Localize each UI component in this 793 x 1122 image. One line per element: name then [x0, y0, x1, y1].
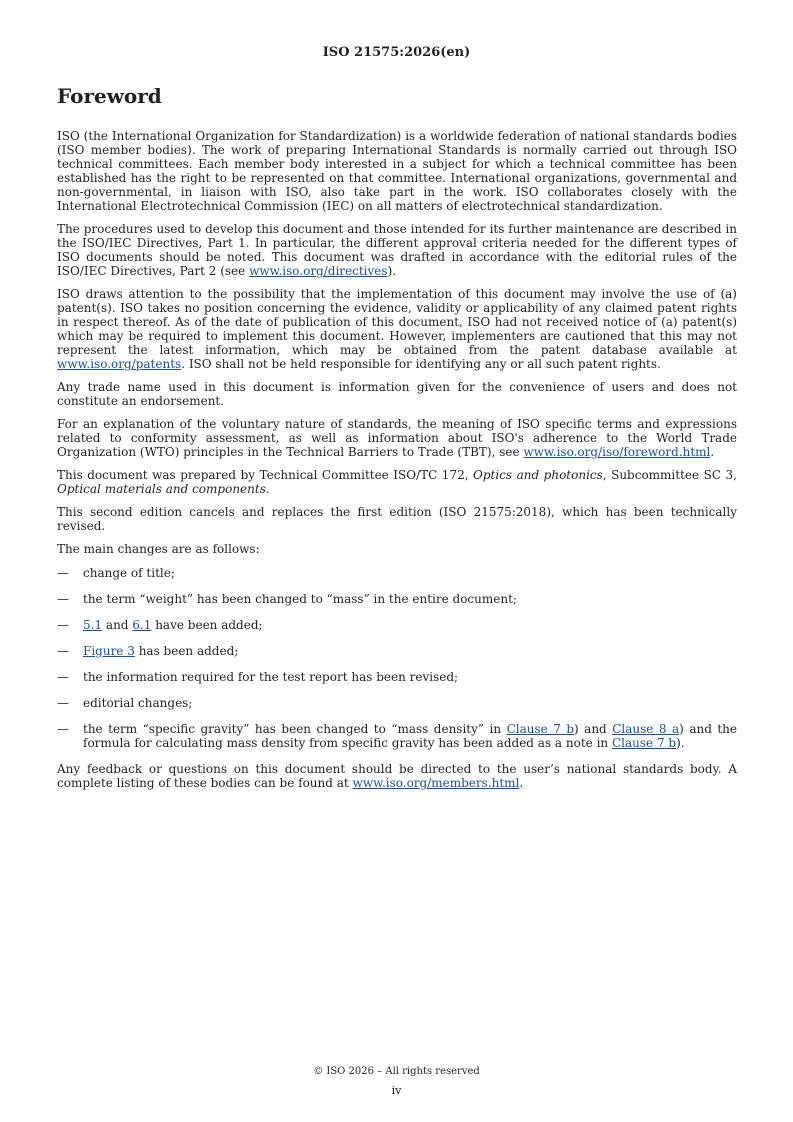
link-clause-7b-note[interactable]: Clause 7 b: [611, 736, 677, 750]
dash-bullet: —: [57, 696, 69, 710]
list-item: [57, 566, 737, 580]
link-clause-7b[interactable]: Clause 7 b: [506, 722, 575, 736]
list-item: [57, 592, 737, 606]
list-item: [57, 722, 737, 750]
dash-bullet: —: [57, 566, 69, 580]
change-text: ) and: [574, 722, 613, 736]
list-item: [57, 644, 737, 658]
change-text: the term “specific gravity” has been changed to “mass density” in: [83, 722, 507, 736]
changes-intro: The main changes are as follows:: [57, 542, 260, 556]
paragraph-text: Any feedback or questions on this document should be directed to the user’s national standards body. A complete listing of these bodies can be found at: [57, 762, 737, 790]
dash-bullet: —: [57, 670, 69, 684]
link-figure-3[interactable]: Figure 3: [83, 644, 135, 658]
paragraph-feedback: [57, 762, 737, 790]
change-text: ) and the formula for calculating mass density from specific gravity has been added as a note in: [83, 722, 738, 750]
paragraph-procedures: [57, 222, 737, 278]
paragraph-trade-name: Any trade name used in this document is information given for the convenience of users and does not constitute an endorsement.: [57, 380, 737, 408]
paragraph-committee: [57, 468, 737, 496]
page-number: iv: [391, 1084, 402, 1097]
paragraph-tail: .: [710, 445, 715, 459]
paragraph-text-mid: , Subcommittee SC 3,: [602, 468, 737, 482]
dash-bullet: —: [57, 618, 69, 632]
change-text: editorial changes;: [83, 696, 193, 710]
subcommittee-title: Optical materials and components: [57, 482, 266, 496]
change-text: ).: [676, 736, 685, 750]
link-directives[interactable]: www.iso.org/directives: [249, 264, 388, 278]
paragraph-text: For an explanation of the voluntary nature of standards, the meaning of ISO specific terms and expressions related to conformity assessment, as well as information about ISO's adherence to the World Trade Organization (WTO) principles in the Technical Barriers to Trade (TBT), see: [57, 417, 737, 459]
list-item: [57, 670, 737, 684]
foreword-body: [57, 129, 737, 799]
dash-bullet: —: [57, 722, 69, 736]
paragraph-iso-intro: ISO (the International Organization for Standardization) is a worldwide federation of national standards bodies (ISO member bodies). The work of preparing International Standards is normally carried out through ISO technical committees. Each member body interested in a subject for which a technical committee has been established has the right to be represented on that committee. International organizations, governmental and non-governmental, in liaison with ISO, also take part in the work. ISO collaborates closely with the International Electrotechnical Commission (IEC) on all matters of electrotechnical standardization.: [57, 129, 737, 213]
change-text: has been added;: [134, 644, 239, 658]
footer-copyright: © ISO 2026 – All rights reserved: [313, 1066, 480, 1077]
changes-list: [57, 566, 737, 750]
paragraph-tail: .: [519, 776, 524, 790]
paragraph-tail: .: [265, 482, 270, 496]
paragraph-tail: ).: [387, 264, 397, 278]
paragraph-text: ISO draws attention to the possibility that the implementation of this document may involve the use of (a) patent(s). ISO takes no position concerning the evidence, validity or applicability of any claimed patent rights in respect thereof. As of the date of publication of this document, ISO had not received notice of (a) patent(s) which may be required to implement this document. However, implementers are cautioned that this may not represent the latest information, which may be obtained from the patent database available at: [57, 287, 737, 357]
link-foreword[interactable]: www.iso.org/iso/foreword.html: [523, 445, 711, 459]
list-item: [57, 618, 737, 632]
page-title: Foreword: [57, 84, 162, 108]
paragraph-text: The procedures used to develop this document and those intended for its further maintenance are described in the ISO/IEC Directives, Part 1. In particular, the different approval criteria needed for the different types of ISO documents should be noted. This document was drafted in accordance with the editorial rules of the ISO/IEC Directives, Part 2 (see: [57, 222, 737, 278]
document-id: ISO 21575:2026(en): [322, 45, 471, 60]
paragraph-edition: This second edition cancels and replaces the first edition (ISO 21575:2018), which has been technically revised.: [57, 505, 737, 533]
paragraph-voluntary-nature: [57, 417, 737, 459]
link-members[interactable]: www.iso.org/members.html: [352, 776, 520, 790]
committee-title: Optics and photonics: [473, 468, 603, 482]
change-text: change of title;: [83, 566, 175, 580]
paragraph-text: This document was prepared by Technical Committee ISO/TC 172,: [57, 468, 474, 482]
change-text: and: [102, 618, 133, 632]
paragraph-tail: . ISO shall not be held responsible for identifying any or all such patent rights.: [181, 357, 661, 371]
link-5-1[interactable]: 5.1: [83, 618, 103, 632]
list-item: [57, 696, 737, 710]
paragraph-patents: [57, 287, 737, 371]
dash-bullet: —: [57, 592, 69, 606]
change-text: the term “weight” has been changed to “mass” in the entire document;: [83, 592, 517, 606]
link-patents[interactable]: www.iso.org/patents: [57, 357, 182, 371]
link-6-1[interactable]: 6.1: [132, 618, 152, 632]
link-clause-8a[interactable]: Clause 8 a: [612, 722, 680, 736]
change-text: the information required for the test report has been revised;: [83, 670, 459, 684]
dash-bullet: —: [57, 644, 69, 658]
change-text: have been added;: [151, 618, 263, 632]
